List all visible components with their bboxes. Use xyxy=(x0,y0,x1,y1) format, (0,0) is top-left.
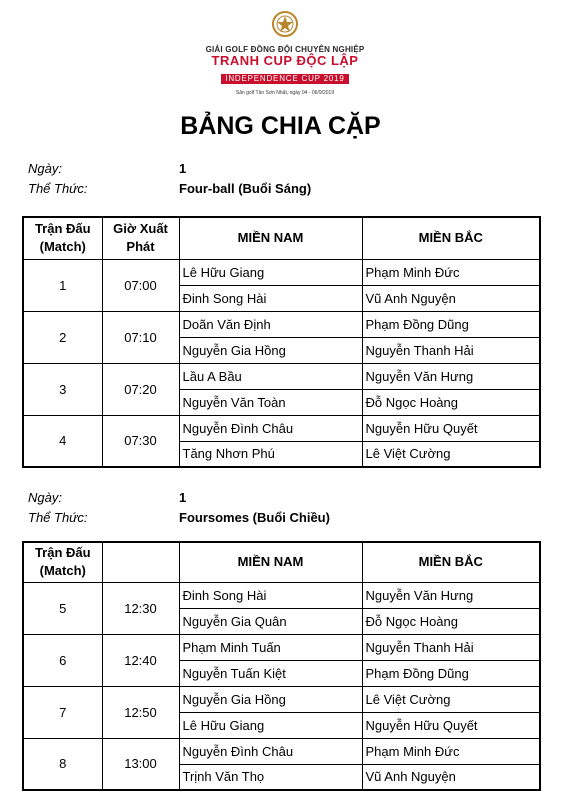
match-number: 4 xyxy=(23,415,102,467)
tee-time: 12:50 xyxy=(102,686,179,738)
south-player: Nguyễn Gia Quân xyxy=(179,608,362,634)
day-value: 1 xyxy=(179,490,187,505)
table-row xyxy=(23,686,540,712)
north-player: Nguyễn Văn Hưng xyxy=(362,582,540,608)
match-number: 8 xyxy=(23,738,102,790)
format-label: Thể Thức: xyxy=(28,510,88,525)
match-number: 1 xyxy=(23,259,102,311)
north-player: Phạm Minh Đức xyxy=(362,738,540,764)
tee-time: 07:20 xyxy=(102,363,179,415)
south-player: Lê Hữu Giang xyxy=(179,259,362,285)
tee-time: 12:30 xyxy=(102,582,179,634)
match-number: 6 xyxy=(23,634,102,686)
format-value: Four-ball (Buổi Sáng) xyxy=(179,181,312,196)
south-player: Đinh Song Hài xyxy=(179,285,362,311)
south-team-header: MIỀN NAM xyxy=(179,217,362,259)
north-player: Nguyễn Hữu Quyết xyxy=(362,712,540,738)
tee-time: 07:10 xyxy=(102,311,179,363)
logo-line-1: GIẢI GOLF ĐỒNG ĐỘI CHUYÊN NGHIỆP xyxy=(205,45,365,54)
format-label: Thể Thức: xyxy=(28,181,88,196)
north-player: Phạm Đồng Dũng xyxy=(362,660,540,686)
match-header: Trận Đấu (Match) xyxy=(23,542,102,582)
format-value: Foursomes (Buổi Chiều) xyxy=(179,510,330,525)
tee-time: 13:00 xyxy=(102,738,179,790)
north-player: Phạm Minh Đức xyxy=(362,259,540,285)
south-player: Phạm Minh Tuấn xyxy=(179,634,362,660)
match-number: 5 xyxy=(23,582,102,634)
match-number: 2 xyxy=(23,311,102,363)
south-player: Nguyễn Gia Hồng xyxy=(179,686,362,712)
north-player: Lê Việt Cường xyxy=(362,686,540,712)
table-row xyxy=(23,259,540,285)
north-player: Nguyễn Thanh Hải xyxy=(362,634,540,660)
north-player: Phạm Đồng Dũng xyxy=(362,311,540,337)
south-player: Nguyễn Văn Toàn xyxy=(179,389,362,415)
south-player: Tăng Nhơn Phú xyxy=(179,441,362,467)
tournament-logo xyxy=(200,10,370,100)
north-player: Nguyễn Hữu Quyết xyxy=(362,415,540,441)
logo-line-4: Sân golf Tân Sơn Nhất, ngày 04 - 06/9/2019 xyxy=(235,90,335,96)
tee-time: 07:30 xyxy=(102,415,179,467)
pairing-table-morning xyxy=(22,216,541,468)
south-player: Nguyễn Tuấn Kiệt xyxy=(179,660,362,686)
day-label: Ngày: xyxy=(28,161,62,176)
table-row xyxy=(23,738,540,764)
logo-line-3: INDEPENDENCE CUP 2019 xyxy=(221,74,348,84)
north-team-header: MIỀN BẮC xyxy=(362,542,540,582)
north-player: Đỗ Ngọc Hoàng xyxy=(362,608,540,634)
north-team-header: MIỀN BẮC xyxy=(362,217,540,259)
tee-time-header xyxy=(102,542,179,582)
table-row xyxy=(23,582,540,608)
south-player: Doãn Văn Định xyxy=(179,311,362,337)
north-player: Đỗ Ngọc Hoàng xyxy=(362,389,540,415)
south-player: Lê Hữu Giang xyxy=(179,712,362,738)
table-row xyxy=(23,363,540,389)
tee-time: 07:00 xyxy=(102,259,179,311)
tee-time: 12:40 xyxy=(102,634,179,686)
page-title: BẢNG CHIA CẶP xyxy=(180,112,381,140)
north-player: Vũ Anh Nguyện xyxy=(362,285,540,311)
match-number: 3 xyxy=(23,363,102,415)
south-player: Nguyễn Gia Hồng xyxy=(179,337,362,363)
south-player: Nguyễn Đình Châu xyxy=(179,738,362,764)
golf-emblem-icon xyxy=(271,10,299,38)
day-label: Ngày: xyxy=(28,490,62,505)
pairing-table-afternoon xyxy=(22,541,541,791)
south-team-header: MIỀN NAM xyxy=(179,542,362,582)
south-player: Lầu A Bầu xyxy=(179,363,362,389)
table-row xyxy=(23,415,540,441)
north-player: Lê Việt Cường xyxy=(362,441,540,467)
logo-line-2: TRANH CUP ĐỘC LẬP xyxy=(211,53,359,68)
south-player: Trịnh Văn Thọ xyxy=(179,764,362,790)
day-value: 1 xyxy=(179,161,187,176)
tee-time-header: Giờ Xuất Phát xyxy=(102,217,179,259)
north-player: Nguyễn Văn Hưng xyxy=(362,363,540,389)
table-row xyxy=(23,311,540,337)
south-player: Đinh Song Hài xyxy=(179,582,362,608)
match-header: Trận Đấu (Match) xyxy=(23,217,102,259)
match-number: 7 xyxy=(23,686,102,738)
north-player: Nguyễn Thanh Hải xyxy=(362,337,540,363)
table-row xyxy=(23,634,540,660)
north-player: Vũ Anh Nguyện xyxy=(362,764,540,790)
south-player: Nguyễn Đình Châu xyxy=(179,415,362,441)
